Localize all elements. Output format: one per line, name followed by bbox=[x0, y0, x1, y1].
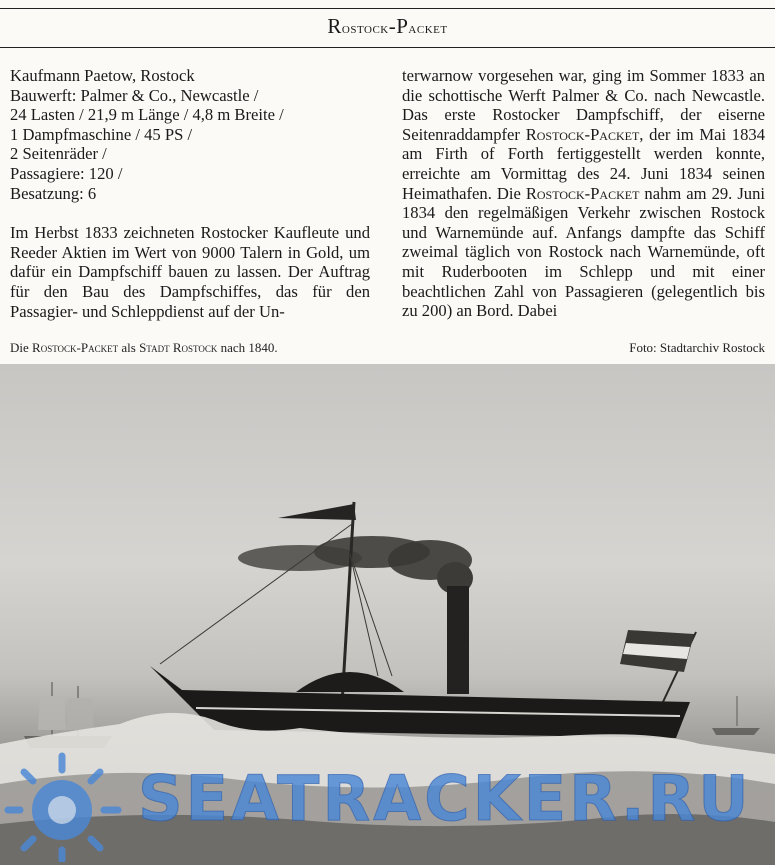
spec-shipyard: Bauwerft: Palmer & Co., Newcastle / bbox=[10, 85, 259, 105]
title-rule-bottom bbox=[0, 47, 775, 48]
funnel-smoke bbox=[238, 536, 473, 594]
paddle-box bbox=[296, 672, 404, 692]
spec-crew: Besatzung: 6 bbox=[10, 183, 97, 203]
photo-credit: Foto: Stadtarchiv Rostock bbox=[629, 340, 765, 355]
stern-flag bbox=[620, 630, 696, 704]
spec-engine: 1 Dampfmaschine / 45 PS / bbox=[10, 124, 193, 144]
photo-caption: Die Rostock-Packet als Stadt Rostock nach 1840. bbox=[10, 340, 278, 355]
distant-boat bbox=[712, 696, 760, 735]
title-rule-top bbox=[0, 8, 775, 9]
left-column bbox=[10, 66, 370, 321]
watermark-sun-icon bbox=[0, 752, 140, 862]
watermark bbox=[0, 752, 775, 862]
body-paragraph-left: Im Herbst 1833 zeichneten Rostocker Kaufleute und Reeder Aktien im Wert von 9000 Talern in Gold, um dafür ein Dampfschiff bauen zu lassen. Der Auftrag für den Bau des Dampfschiffes, das für den Passagier- und Schleppdienst auf der Un- bbox=[10, 223, 370, 321]
watermark-text: SEATRACKER.RU bbox=[138, 762, 752, 835]
spec-passengers: Passagiere: 120 / bbox=[10, 163, 123, 183]
spec-owner: Kaufmann Paetow, Rostock bbox=[10, 66, 195, 85]
ship-name-ref: Rostock-Packet bbox=[525, 183, 640, 203]
right-column bbox=[402, 66, 765, 321]
spec-dimensions: 24 Lasten / 21,9 m Länge / 4,8 m Breite / bbox=[10, 105, 284, 125]
ship-name-ref: Rostock-Packet bbox=[525, 124, 640, 144]
spec-paddle-wheels: 2 Seitenräder / bbox=[10, 144, 107, 164]
body-text-right-2: , der im Mai 1834 am Firth of Forth fertiggestellt werden konnte, erreichte am Vormittag des 24. Juni 1834 seinen Heimathafen. Die bbox=[402, 124, 765, 203]
ship-funnel bbox=[447, 586, 469, 694]
body-text-right-3: nahm am 29. Juni 1834 den regelmäßigen Verkehr zwischen Rostock und Warnemünde auf. Anfangs dampfte das Schiff zweimal täglich von Rostock nach Warnemünde, oft mit Ruderbooten im Schlepp und mit einer beachtlichen Zahl von Passagieren (gelegentlich bis zu 200) an Bord. Dabei bbox=[402, 183, 765, 321]
body-text-right-1: terwarnow vorgesehen war, ging im Sommer 1833 an die schottische Werft Palmer & Co. nach Newcastle. Das erste Rostocker Dampfschiff, der eiserne Seitenraddampfer bbox=[402, 66, 765, 144]
page-title: Rostock-Packet bbox=[327, 14, 448, 38]
specs-block bbox=[10, 66, 370, 203]
